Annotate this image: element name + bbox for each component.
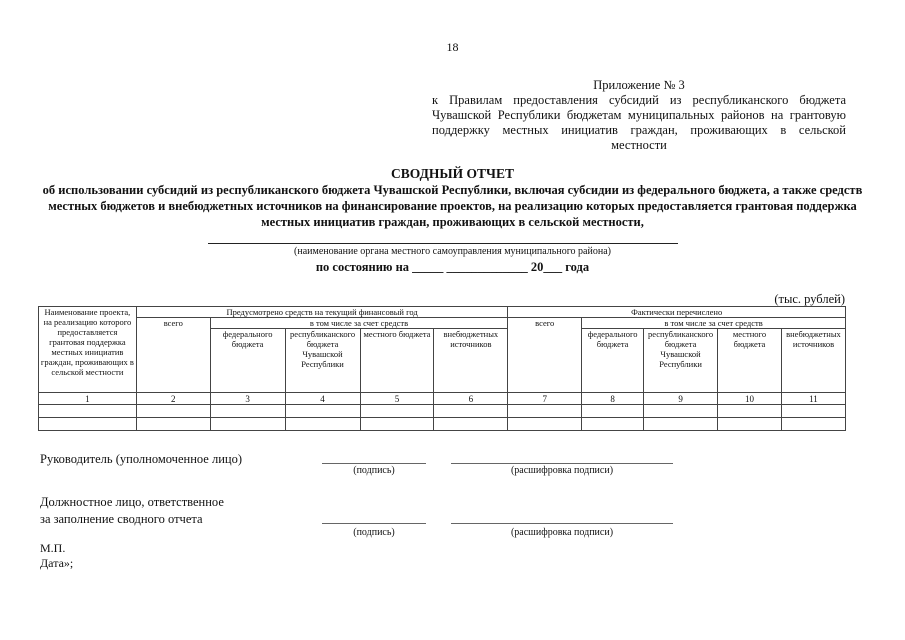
planned-local-header: местного бюджета (360, 329, 434, 393)
head-signature-label: Руководитель (уполномоченное лицо) (40, 452, 243, 466)
head-decode-line (451, 463, 673, 464)
table-row (39, 418, 846, 431)
table-row (39, 405, 846, 418)
report-table (38, 306, 846, 431)
as-of-date: по состоянию на _____ _____________ 20___ года (315, 260, 590, 274)
planned-federal-header: федерального бюджета (210, 329, 285, 393)
official-label-line2: за заполнение сводного отчета (40, 512, 203, 526)
actual-federal-header: федерального бюджета (582, 329, 644, 393)
header-row-1 (39, 307, 846, 318)
actual-total-header: всего (508, 318, 582, 393)
stamp-label: М.П. (40, 541, 66, 555)
official-decode-caption: (расшифровка подписи) (510, 527, 614, 538)
col-number: 6 (434, 393, 508, 405)
planned-republic-header: республиканского бюджета Чувашской Республики (285, 329, 360, 393)
col-number: 11 (781, 393, 845, 405)
report-title: СВОДНЫЙ ОТЧЕТ (391, 166, 514, 181)
actual-republic-header: республиканского бюджета Чувашской Республики (644, 329, 718, 393)
col-number: 7 (508, 393, 582, 405)
col-number: 4 (285, 393, 360, 405)
page-number: 18 (446, 40, 459, 54)
col-number: 3 (210, 393, 285, 405)
col-number: 1 (39, 393, 137, 405)
org-name-caption: (наименование органа местного самоуправления муниципального района) (294, 246, 611, 257)
actual-extrabudget-header: внебюджетных источников (781, 329, 845, 393)
org-name-line (208, 243, 678, 244)
official-label-line1: Должностное лицо, ответственное (40, 495, 224, 509)
planned-header: Предусмотрено средств на текущий финансовый год (136, 307, 507, 318)
col-number: 9 (644, 393, 718, 405)
actual-header: Фактически перечислено (508, 307, 846, 318)
col-number: 10 (718, 393, 782, 405)
planned-extrabudget-header: внебюджетных источников (434, 329, 508, 393)
head-sign-caption: (подпись) (353, 465, 395, 476)
date-label: Дата»; (40, 556, 74, 570)
col-number: 8 (582, 393, 644, 405)
appendix-text: к Правилам предоставления субсидий из республиканского бюджета Чувашской Республики бюджетам муниципальных районов на грантовую поддержку местных инициатив граждан, проживающих в сельской местности (432, 93, 846, 152)
actual-local-header: местного бюджета (718, 329, 782, 393)
col-number: 5 (360, 393, 434, 405)
planned-incl-header: в том числе за счет средств (210, 318, 508, 329)
official-sign-caption: (подпись) (353, 527, 395, 538)
header-row-2 (39, 318, 846, 329)
column-numbers-row (39, 393, 846, 405)
report-subtitle: об использовании субсидий из республиканского бюджета Чувашской Республики, включая субсидии из федерального бюджета, а также средств местных бюджетов и внебюджетных источников на финансирование проектов, на реализацию которых предоставляется грантовая поддержка местных инициатив граждан, проживающих в сельской местности, (42, 183, 863, 229)
official-signature-line (322, 523, 426, 524)
appendix-title: Приложение № 3 (593, 78, 685, 92)
project-name-header: Наименование проекта, на реализацию которого предоставляется грантовая поддержка местных инициатив граждан, проживающих в сельской местности (39, 307, 137, 393)
actual-incl-header: в том числе за счет средств (582, 318, 846, 329)
head-decode-caption: (расшифровка подписи) (510, 465, 614, 476)
units-label: (тыс. рублей) (774, 292, 845, 306)
appendix-block (432, 78, 846, 153)
official-decode-line (451, 523, 673, 524)
head-signature-line (322, 463, 426, 464)
col-number: 2 (136, 393, 210, 405)
planned-total-header: всего (136, 318, 210, 393)
